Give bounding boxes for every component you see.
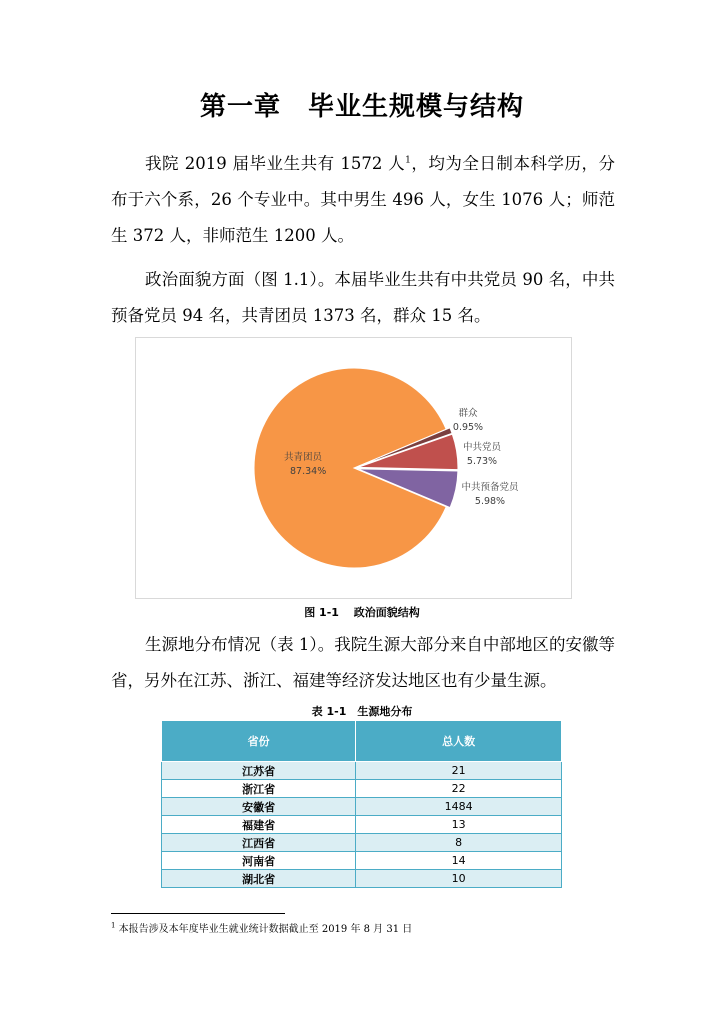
count-cell: 1484 (356, 798, 562, 816)
footnote-ref[interactable]: 1 (405, 155, 411, 166)
footnote-divider (111, 913, 285, 914)
pie-label-name: 群众 (458, 408, 478, 419)
pie-label-value: 0.95% (452, 422, 484, 433)
province-cell: 江苏省 (162, 762, 356, 780)
count-cell: 21 (356, 762, 562, 780)
province-cell: 河南省 (162, 852, 356, 870)
footnote (111, 920, 412, 935)
paragraph-graduate-scale (111, 146, 615, 254)
table-row (162, 816, 562, 834)
paragraph-origin: 生源地分布情况（表 1）。我院生源大部分来自中部地区的安徽等省，另外在江苏、浙江、福建等经济发达地区也有少量生源。 (111, 635, 615, 690)
header-count: 总人数 (356, 721, 562, 762)
origin-table (161, 720, 562, 888)
pie-label-name: 共青团员 (284, 452, 323, 463)
pie-chart (135, 337, 572, 599)
table-caption: 表 1-1 生源地分布 (311, 705, 413, 718)
paragraph-text: ，均为全日制本科学历，分布于六个系，26 个专业中。其中男生 496 人，女生 1076 人；师范生 372 人，非师范生 1200 人。 (111, 154, 616, 245)
count-cell: 22 (356, 780, 562, 798)
figure-caption: 图 1-1 政治面貌结构 (304, 606, 420, 619)
pie-label-name: 中共党员 (462, 442, 502, 453)
pie-label-value: 5.98% (474, 496, 506, 507)
chapter-title: 第一章 毕业生规模与结构 (199, 92, 524, 122)
table-row (162, 870, 562, 888)
pie-label-name: 中共预备党员 (461, 482, 519, 493)
province-cell: 江西省 (162, 834, 356, 852)
table-row (162, 780, 562, 798)
paragraph-text: 我院 2019 届毕业生共有 1572 人 (145, 154, 406, 173)
province-cell: 安徽省 (162, 798, 356, 816)
paragraph-political-status: 政治面貌方面（图 1.1）。本届毕业生共有中共党员 90 名，中共预备党员 94 名，共青团员 1373 名，群众 15 名。 (111, 270, 615, 325)
pie-label-value: 5.73% (466, 456, 498, 467)
count-cell: 13 (356, 816, 562, 834)
province-cell: 浙江省 (162, 780, 356, 798)
footnote-number: 1 (111, 921, 116, 930)
table-row (162, 852, 562, 870)
footnote-text: 本报告涉及本年度毕业生就业统计数据截止至 2019 年 8 月 31 日 (115, 924, 413, 935)
pie-label-value: 87.34% (290, 466, 327, 477)
table-row (162, 798, 562, 816)
pie-chart-svg (136, 338, 573, 600)
count-cell: 14 (356, 852, 562, 870)
province-cell: 湖北省 (162, 870, 356, 888)
table-header-row (162, 721, 562, 762)
table-row (162, 834, 562, 852)
table-row (162, 762, 562, 780)
count-cell: 10 (356, 870, 562, 888)
count-cell: 8 (356, 834, 562, 852)
header-province: 省份 (162, 721, 356, 762)
province-cell: 福建省 (162, 816, 356, 834)
